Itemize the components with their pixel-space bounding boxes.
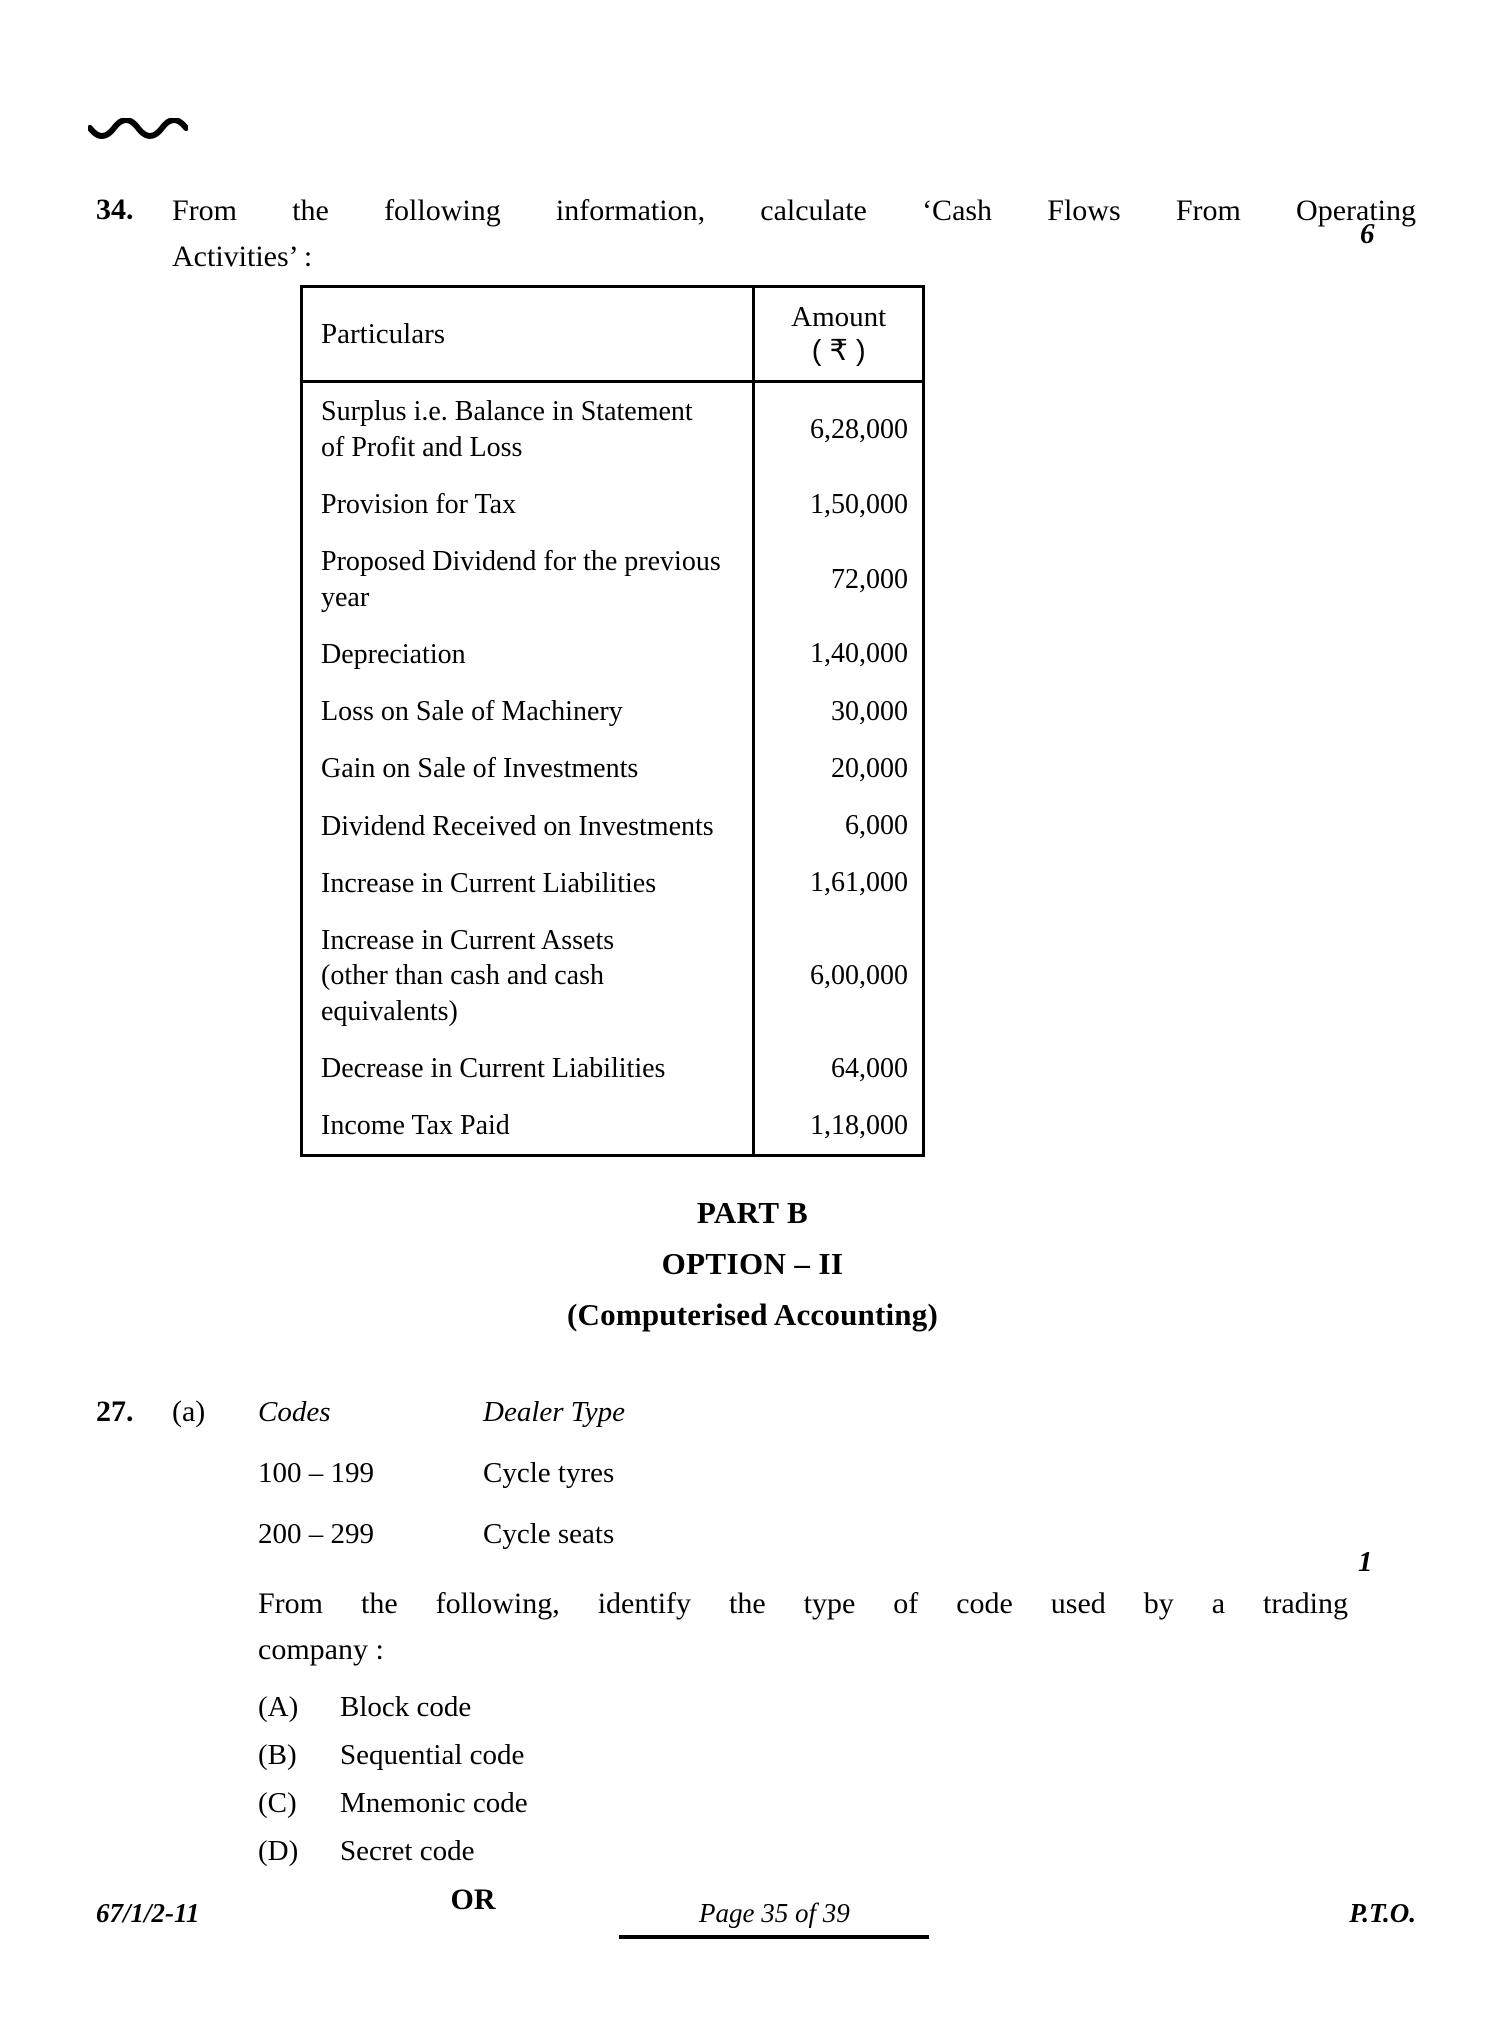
table-body xyxy=(302,382,924,1156)
table-header-row xyxy=(302,287,924,382)
row-particulars: Proposed Dividend for the previous year xyxy=(321,546,721,613)
question-34-text-line-1: From the following information, calculate ‘Cash Flows From Operating xyxy=(172,194,1416,227)
table-row xyxy=(302,912,924,1040)
row-amount: 30,000 xyxy=(754,683,924,740)
row-particulars xyxy=(302,382,754,476)
option-b-letter: (B) xyxy=(258,1739,297,1771)
page-number: Page 35 of 39 xyxy=(698,1898,850,1928)
option-c-label: Mnemonic code xyxy=(340,1787,528,1819)
subject-label: (Computerised Accounting) xyxy=(567,1297,938,1332)
part-b-headings xyxy=(0,1195,1505,1333)
row-particulars: Gain on Sale of Investments xyxy=(321,753,639,785)
option-a-letter: (A) xyxy=(258,1691,299,1723)
table-row xyxy=(302,382,924,476)
table-row xyxy=(302,798,924,855)
row-particulars xyxy=(302,912,754,1040)
row-particulars: Income Tax Paid xyxy=(321,1110,510,1142)
dealer-type: Cycle tyres xyxy=(483,1457,615,1489)
question-27-marks: 1 xyxy=(1358,1546,1373,1578)
row-amount: 72,000 xyxy=(754,533,924,626)
pto-label: P.T.O. xyxy=(1349,1898,1416,1928)
codes-column-header: Codes xyxy=(258,1396,331,1428)
option-b[interactable] xyxy=(258,1731,1416,1779)
table-row xyxy=(302,740,924,797)
row-amount: 1,50,000 xyxy=(754,476,924,533)
column-header-amount xyxy=(754,287,924,382)
codes-row xyxy=(258,1510,625,1571)
table-row xyxy=(302,533,924,626)
table-row xyxy=(302,683,924,740)
question-27-text xyxy=(96,1581,1416,1673)
option-label: OPTION – II xyxy=(661,1246,844,1281)
question-27-text-line-1: From the following, identify the type of code used by a trading xyxy=(258,1587,1348,1620)
table-row xyxy=(302,626,924,683)
row-amount: 1,40,000 xyxy=(754,626,924,683)
page-number-block xyxy=(619,1898,929,1939)
question-27-header-row xyxy=(96,1388,1416,1571)
option-d-label: Secret code xyxy=(340,1835,475,1867)
table-row xyxy=(302,1040,924,1097)
column-header-particulars: Particulars xyxy=(302,287,754,382)
question-27-number: 27. xyxy=(96,1395,134,1428)
option-c-letter: (C) xyxy=(258,1787,297,1819)
question-34-number: 34. xyxy=(96,193,134,226)
part-label: PART B xyxy=(696,1195,809,1230)
question-27-options xyxy=(96,1683,1416,1875)
or-separator: OR xyxy=(450,1883,496,1916)
row-particulars: Dividend Received on Investments xyxy=(321,810,714,842)
row-amount: 1,18,000 xyxy=(754,1097,924,1156)
row-particulars: Depreciation xyxy=(321,638,466,670)
question-27 xyxy=(96,1388,1416,1917)
option-b-label: Sequential code xyxy=(340,1739,525,1771)
row-amount: 6,28,000 xyxy=(754,382,924,476)
column-header-amount-currency: ( ₹ ) xyxy=(811,335,866,368)
page-number-rule xyxy=(619,1935,929,1939)
row-particulars: Increase in Current Liabilities xyxy=(321,867,657,899)
question-34-text xyxy=(172,188,1416,280)
column-header-amount-line-1: Amount xyxy=(791,301,887,333)
question-34-text-line-2: Activities’ : xyxy=(172,240,313,273)
code-range: 100 – 199 xyxy=(258,1457,374,1489)
table-row xyxy=(302,855,924,912)
row-amount: 6,00,000 xyxy=(754,912,924,1040)
table-row xyxy=(302,1097,924,1156)
table-header xyxy=(302,287,924,382)
row-particulars-line-1: Increase in Current Assets xyxy=(321,925,615,957)
page-footer xyxy=(96,1898,1416,1939)
question-34-marks: 6 xyxy=(1360,218,1375,250)
row-amount: 1,61,000 xyxy=(754,855,924,912)
table-row xyxy=(302,476,924,533)
option-a[interactable] xyxy=(258,1683,1416,1731)
row-particulars: Loss on Sale of Machinery xyxy=(321,696,623,728)
wavy-line-mark-icon xyxy=(88,118,188,152)
row-amount: 64,000 xyxy=(754,1040,924,1097)
question-34 xyxy=(96,188,1416,280)
row-particulars-line-2: of Profit and Loss xyxy=(321,431,523,463)
cash-flow-particulars-table xyxy=(300,285,925,1157)
row-amount: 6,000 xyxy=(754,798,924,855)
codes-header-row xyxy=(258,1388,625,1449)
row-particulars-line-2: (other than cash and cash equivalents) xyxy=(321,960,604,1027)
code-range: 200 – 299 xyxy=(258,1518,374,1550)
codes-row xyxy=(258,1449,625,1510)
option-d[interactable] xyxy=(258,1827,1416,1875)
row-particulars: Provision for Tax xyxy=(321,488,517,520)
row-particulars-line-1: Surplus i.e. Balance in Statement xyxy=(321,396,693,428)
option-d-letter: (D) xyxy=(258,1835,299,1867)
question-27-text-line-2: company : xyxy=(258,1633,384,1666)
codes-dealer-table xyxy=(258,1388,625,1571)
dealer-type-column-header: Dealer Type xyxy=(483,1396,625,1428)
option-a-label: Block code xyxy=(340,1691,472,1723)
row-particulars: Decrease in Current Liabilities xyxy=(321,1052,666,1084)
option-c[interactable] xyxy=(258,1779,1416,1827)
paper-code: 67/1/2-11 xyxy=(96,1898,200,1928)
row-amount: 20,000 xyxy=(754,740,924,797)
question-27-sub-label: (a) xyxy=(172,1395,206,1428)
dealer-type: Cycle seats xyxy=(483,1518,615,1550)
